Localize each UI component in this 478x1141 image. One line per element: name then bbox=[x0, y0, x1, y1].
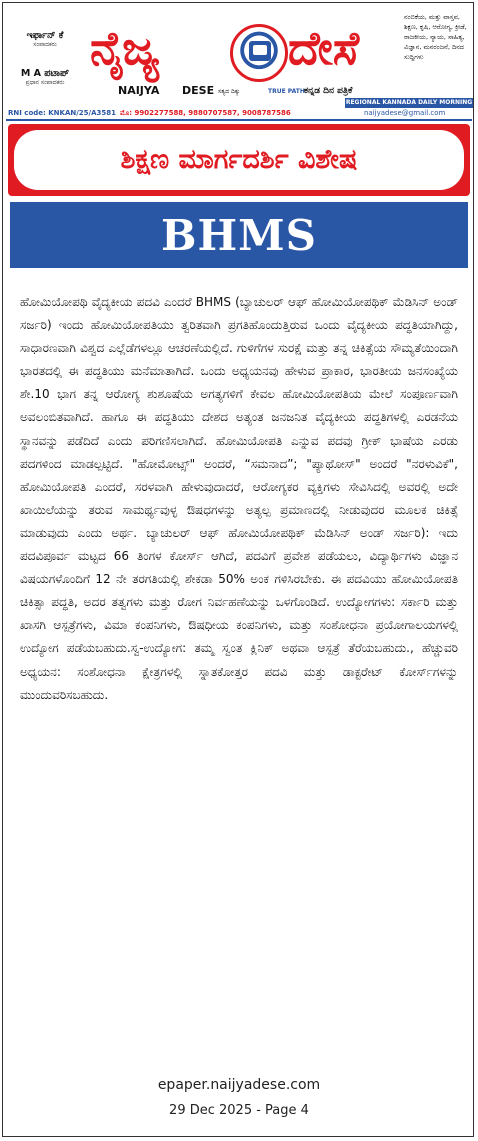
masthead-title-left: ನೈಜ್ಯ bbox=[90, 21, 160, 75]
editor-card bbox=[6, 30, 84, 49]
topic-banner-title: BHMS bbox=[160, 210, 317, 260]
slogan: ಸತ್ಯದ ದಿಕ್ಕು bbox=[218, 88, 241, 95]
rni-code: RNI code: KNKAN/25/A3581 bbox=[8, 109, 116, 117]
chief-editor-name: M A ಪಟಾಪ್ bbox=[20, 68, 70, 79]
info-bar bbox=[8, 99, 473, 118]
editor-role: ಸಂಪಾದಕರು bbox=[33, 41, 57, 48]
newspaper-logo-icon bbox=[230, 24, 288, 82]
footer-date-page: 29 Dec 2025 - Page 4 bbox=[169, 1103, 309, 1118]
masthead-en-right: DESE bbox=[182, 84, 215, 97]
masthead-en-left: NAIJYA bbox=[118, 84, 160, 97]
article-body: ಹೋಮಿಯೋಪಥಿ ವೈದ್ಯಕೀಯ ಪದವಿ ಎಂದರೆ BHMS (ಬ್ಯಾಚುಲರ್ ಆಫ್ ಹೋಮಿಯೋಪಥಿಕ್ ಮೆಡಿಸಿನ್ ಅಂಡ್ ಸರ್ಜರಿ) ಇಂದು ಹೋಮಿಯೋಪತಿಯು ತ್ವರಿತವಾಗಿ ಪ್ರಗತಿಹೊಂದುತ್ತಿರುವ ಒಂದು ವೈದ್ಯಕೀಯ ಪದ್ಧತಿಯಾಗಿದ್ದು, ಸಾಧಾರಣವಾಗಿ ವಿಶ್ವದ ಎಲ್ಲೆಡೆಗಳಲ್ಲೂ ಆಚರಣೆಯಲ್ಲಿದೆ. ಗುಳಿಗೆಗಳ ಸುರಕ್ಷೆ ಮತ್ತು ತನ್ನ ಚಿಕಿತ್ಸೆಯ ಸೌಮ್ಯತೆಯಿಂದಾಗಿ ಭಾರತದಲ್ಲಿ ಈ ಪದ್ಧತಿಯು ಮನೆಮಾತಾಗಿದೆ. ಒಂದು ಅಧ್ಯಯನವು ಹೇಳುವ ಪ್ರಾಕಾರ, ಭಾರತೀಯ ಜನಸಂಖ್ಯೆಯ ಶೇ.10 ಭಾಗ ತನ್ನ ಆರೋಗ್ಯ ಶುಶೂಷೆಯ ಅಗತ್ಯಗಳಿಗೆ ಕೇವಲ ಹೋಮಿಯೋಪತಿಯ ಮೇಲೆ ಸಂಪೂರ್ಣವಾಗಿ ಅವಲಂಬಿತವಾಗಿದೆ. ಹಾಗೂ ಈ ಪದ್ಧತಿಯು ದೇಶದ ಅತ್ಯಂತ ಜನಜನಿತ ವೈದ್ಯಕೀಯ ಪದ್ಧತಿಗಳಲ್ಲಿ ಎರಡನೆಯ ಸ್ಥಾನವನ್ನು ಪಡೆದಿದೆ ಎಂದು ಪರಿಗಣಿಸಲಾಗಿದೆ. ಹೋಮಿಯೋಪತಿ ಎನ್ನುವ ಪದವು ಗ್ರೀಕ್ ಭಾಷೆಯ ಎರಡು ಪದಗಳಿಂದ ಮಾಡಲ್ಪಟ್ಟಿದೆ. "ಹೋಮೋಟ್ಸ್" ಅಂದರೆ, “ಸಮನಾದ”; "ಪ್ಯಾಥೋಸ್" ಅಂದರೆ "ನರಳುವಿಕೆ", ಹೋಮಿಯೋಪತಿ ಎಂದರೆ, ಸರಳವಾಗಿ ಹೇಳುವುದಾದರೆ, ಆರೋಗ್ಯಕರ ವ್ಯಕ್ತಿಗಳು ಸೇವಿಸಿದಲ್ಲಿ ಅವರಲ್ಲಿ ಅದೇ ಖಾಯಿಲೆಯನ್ನು ತರುವ ಸಾಮರ್ಥ್ಯವುಳ್ಳ ಔಷಧಗಳನ್ನು ಅತ್ಯಲ್ಪ ಪ್ರಮಾಣದಲ್ಲಿ ನೀಡುವುದರ ಮೂಲಕ ಚಿಕಿತ್ಸೆ ಮಾಡುವುದು ಎಂದು ಅರ್ಥ. ಬ್ಯಾಚುಲರ್ ಆಫ್ ಹೋಮಿಯೋಪಥಿಕ್ ಮೆಡಿಸಿನ್ ಅಂಡ್ ಸರ್ಜರಿ): ಇದು ಪದವಿಪೂರ್ವ ಮಟ್ಟದ 66 ತಿಂಗಳ ಕೋರ್ಸ್ ಆಗಿದೆ, ಪದವಿಗೆ ಪ್ರವೇಶ ಪಡೆಯಲು, ವಿದ್ಯಾರ್ಥಿಗಳು ವಿಜ್ಞಾನ ವಿಷಯಗಳೊಂದಿಗೆ 12 ನೇ ತರಗತಿಯಲ್ಲಿ ಶೇಕಡಾ 50% ಅಂಕ ಗಳಿಸಿರಬೇಕು. ಈ ಪದವಿಯು ಹೋಮಿಯೋಪತಿ ಚಿಕಿತ್ಸಾ ಪದ್ಧತಿ, ಅದರ ತತ್ವಗಳು ಮತ್ತು ರೋಗ ನಿರ್ವಹಣೆಯನ್ನು ಒಳಗೊಂಡಿದೆ. ಉದ್ಯೋಗಗಳು: ಸರ್ಕಾರಿ ಮತ್ತು ಖಾಸಗಿ ಆಸ್ಪತ್ರೆಗಳು, ವಿಮಾ ಕಂಪನಿಗಳು, ಔಷಧೀಯ ಕಂಪನಿಗಳು, ಮತ್ತು ಸಂಶೋಧನಾ ಪ್ರಯೋಗಾಲಯಗಳಲ್ಲಿ ಉದ್ಯೋಗ ಪಡೆಯಬಹುದು.ಸ್ವ-ಉದ್ಯೋಗ: ತಮ್ಮ ಸ್ವಂತ ಕ್ಲಿನಿಕ್ ಅಥವಾ ಆಸ್ಪತ್ರೆ ತೆರೆಯಬಹುದು., ಹೆಚ್ಚುವರಿ ಅಧ್ಯಯನ: ಸಂಶೋಧನಾ ಕ್ಷೇತ್ರಗಳಲ್ಲಿ ಸ್ನಾತಕೋತ್ತರ ಪದವಿ ಮತ್ತು ಡಾಕ್ಟರೇಟ್ ಕೋರ್ಸ್‌ಗಳನ್ನು ಮುಂದುವರಿಸಬಹುದು. bbox=[20, 295, 458, 702]
kannada-daily-label: ಕನ್ನಡ ದಿನ ಪತ್ರಿಕೆ bbox=[304, 86, 353, 96]
regional-tag: REGIONAL KANNADA DAILY MORNING bbox=[345, 99, 473, 106]
section-header-box bbox=[8, 124, 470, 196]
chief-editor-role: ಪ್ರಧಾನ ಸಂಪಾದಕರು bbox=[25, 79, 65, 86]
topics-note: ನಂಬಿಕೆಯ, ಮತ್ತು ವಾಸ್ತವ, ಶಿಕ್ಷಣ, ಕೃಷಿ, ಆರೋಗ್ಯ, ಕ್ರೀಡೆ, ರಾಜಕೀಯ, ನ್ಯಾಯ, ಸಾಹಿತ್ಯ, ವಿಜ್ಞಾನ, ಮನರಂಜನೆ, ದಿನದ ಸುದ್ದಿಗಳು bbox=[404, 13, 467, 61]
footer-url[interactable]: epaper.naijyadese.com bbox=[157, 1077, 321, 1093]
email-address: naijyadese@gmail.com bbox=[364, 109, 446, 117]
masthead-rule bbox=[6, 119, 472, 121]
true-path-label: TRUE PATH bbox=[268, 88, 305, 95]
chief-editor-card bbox=[6, 68, 84, 87]
masthead-title-right: ದೇಸೆ bbox=[288, 21, 360, 75]
section-header: ಶಿಕ್ಷಣ ಮಾರ್ಗದರ್ಶಿ ವಿಶೇಷ bbox=[120, 144, 358, 175]
article bbox=[20, 291, 458, 707]
phone-numbers: ಮೊ: 9902277588, 9880707587, 9008787586 bbox=[120, 109, 291, 117]
topic-banner bbox=[10, 202, 468, 268]
editor-name: ಇರ್ಫಾನ್ ಕೆ bbox=[26, 30, 64, 41]
